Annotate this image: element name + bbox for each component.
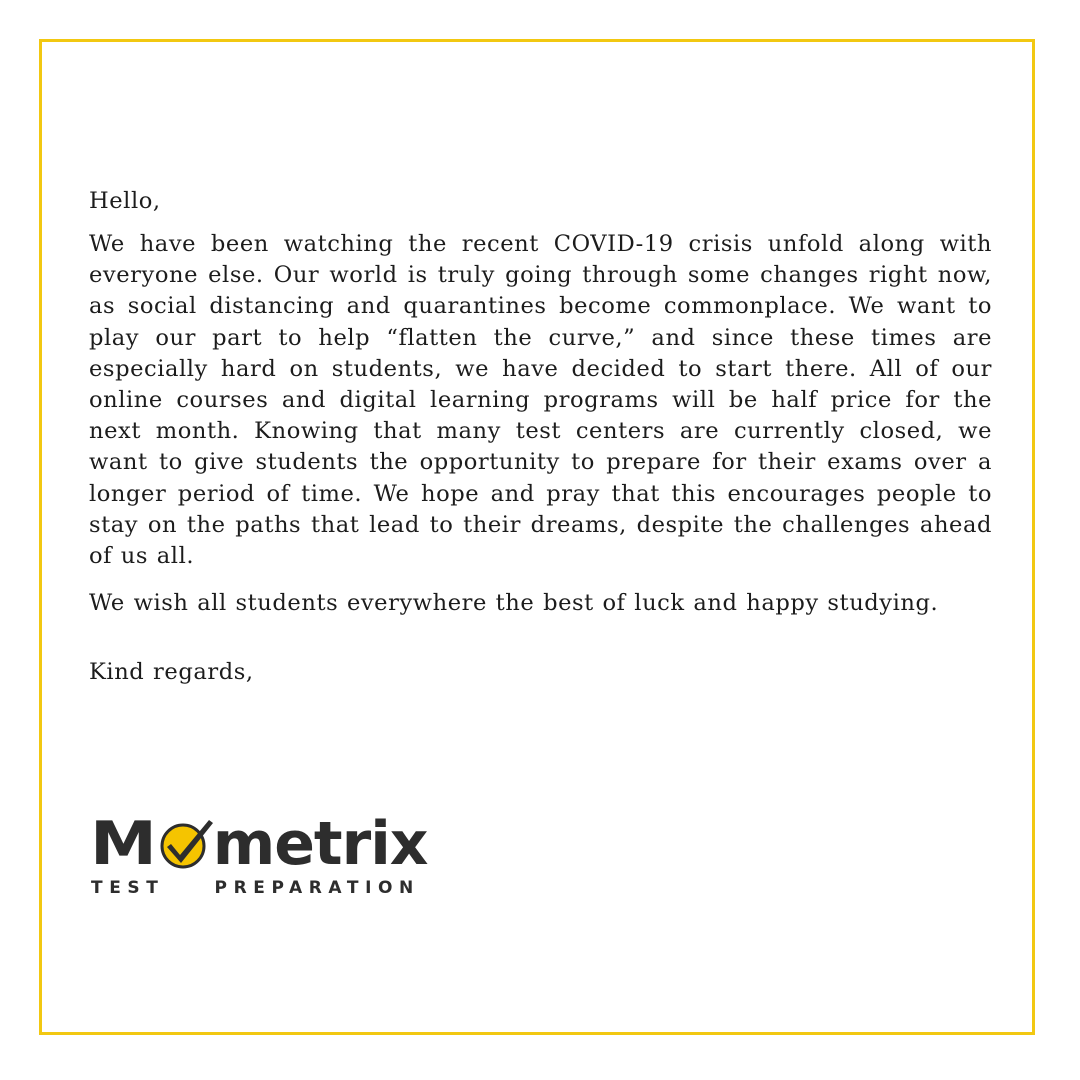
main-paragraph: We have been watching the recent COVID-19 crisis unfold along with everyone else. Our world is truly going through some changes right now, as social distancing and quarantines become commonplace. We want to play our part to help “flatten the curve,” and since these times are especially hard on students, we have decided to start there. All of our online courses and digital learning programs will be half price for the next month. Knowing that many test centers are currently closed, we want to give students the opportunity to prepare for their exams over a longer period of time. We hope and pray that this encourages people to stay on the paths that lead to their dreams, despite the challenges ahead of us all. <box>89 231 992 570</box>
logo-wordmark <box>90 809 428 879</box>
closing-line: Kind regards, <box>89 659 254 686</box>
logo-tagline: TEST PREPARATION <box>91 878 420 898</box>
wish-line: We wish all students everywhere the best of luck and happy studying. <box>89 590 939 617</box>
mometrix-logo <box>90 809 460 900</box>
letter-body <box>89 179 992 689</box>
logo-letters-metrix: metrix <box>212 809 428 879</box>
greeting: Hello, <box>89 188 161 214</box>
checkmark-in-yellow-circle-icon <box>159 824 211 868</box>
logo-letter-m: M <box>90 809 156 879</box>
